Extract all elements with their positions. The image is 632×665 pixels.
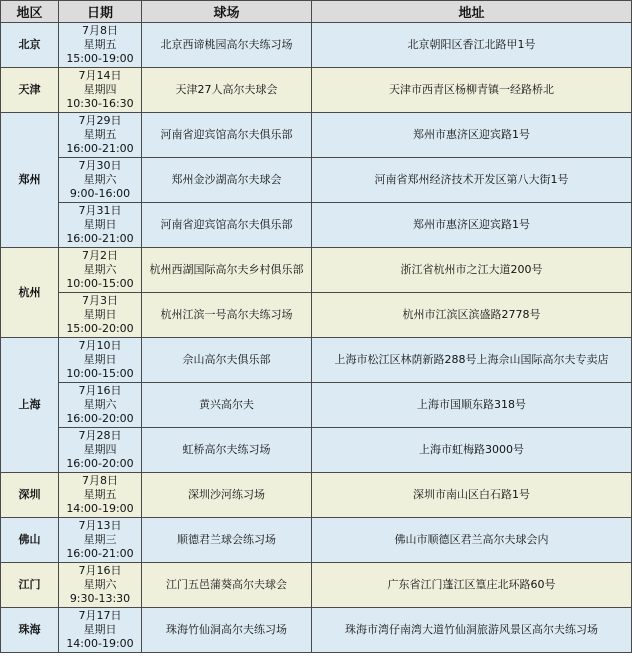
region-cell: 杭州 (1, 248, 59, 338)
header-date: 日期 (59, 1, 142, 23)
weekday-text: 星期六 (83, 263, 117, 276)
time-text: 9:00-16:00 (69, 187, 131, 200)
date-text: 7月2日 (82, 249, 118, 262)
table-row (1, 23, 632, 68)
table-row (1, 68, 632, 113)
venue-cell: 河南省迎宾馆高尔夫俱乐部 (142, 113, 312, 158)
address-cell: 天津市西青区杨柳青镇一经路桥北 (312, 68, 632, 113)
date-cell (59, 203, 142, 248)
weekday-text: 星期日 (83, 218, 117, 231)
venue-cell: 郑州金沙湖高尔夫球会 (142, 158, 312, 203)
header-region: 地区 (1, 1, 59, 23)
time-text: 9:30-13:30 (69, 592, 131, 605)
date-cell (59, 68, 142, 113)
date-cell (59, 158, 142, 203)
address-cell: 北京朝阳区香江北路甲1号 (312, 23, 632, 68)
venue-cell: 黄兴高尔夫 (142, 383, 312, 428)
date-cell (59, 113, 142, 158)
venue-cell: 河南省迎宾馆高尔夫俱乐部 (142, 203, 312, 248)
table-row (1, 293, 632, 338)
date-text: 7月29日 (78, 114, 122, 127)
table-row (1, 563, 632, 608)
region-cell: 郑州 (1, 113, 59, 248)
region-cell: 江门 (1, 563, 59, 608)
date-cell (59, 383, 142, 428)
date-cell (59, 338, 142, 383)
date-text: 7月10日 (78, 339, 122, 352)
time-text: 14:00-19:00 (66, 637, 134, 650)
region-cell: 珠海 (1, 608, 59, 653)
address-cell: 珠海市湾仔南湾大道竹仙洞旅游风景区高尔夫练习场 (312, 608, 632, 653)
time-text: 16:00-21:00 (66, 547, 134, 560)
venue-cell: 珠海竹仙洞高尔夫练习场 (142, 608, 312, 653)
weekday-text: 星期五 (83, 128, 117, 141)
date-text: 7月13日 (78, 519, 122, 532)
weekday-text: 星期五 (83, 38, 117, 51)
time-text: 16:00-20:00 (66, 412, 134, 425)
weekday-text: 星期三 (83, 533, 117, 546)
time-text: 15:00-20:00 (66, 322, 134, 335)
address-cell: 浙江省杭州市之江大道200号 (312, 248, 632, 293)
table-row (1, 158, 632, 203)
region-cell: 深圳 (1, 473, 59, 518)
date-cell (59, 473, 142, 518)
date-cell (59, 428, 142, 473)
time-text: 16:00-20:00 (66, 457, 134, 470)
venue-cell: 虹桥高尔夫练习场 (142, 428, 312, 473)
region-cell: 北京 (1, 23, 59, 68)
table-row (1, 203, 632, 248)
region-cell: 上海 (1, 338, 59, 473)
table-row (1, 473, 632, 518)
date-text: 7月8日 (82, 24, 118, 37)
address-cell: 河南省郑州经济技术开发区第八大街1号 (312, 158, 632, 203)
table-row (1, 383, 632, 428)
time-text: 15:00-19:00 (66, 52, 134, 65)
weekday-text: 星期六 (83, 398, 117, 411)
weekday-text: 星期四 (83, 83, 117, 96)
date-text: 7月28日 (78, 429, 122, 442)
date-cell (59, 293, 142, 338)
table-row (1, 248, 632, 293)
date-cell (59, 23, 142, 68)
table-row (1, 518, 632, 563)
venue-cell: 深圳沙河练习场 (142, 473, 312, 518)
time-text: 10:00-15:00 (66, 277, 134, 290)
table-row (1, 608, 632, 653)
address-cell: 杭州市江滨区滨盛路2778号 (312, 293, 632, 338)
schedule-body (1, 23, 632, 653)
date-text: 7月16日 (78, 384, 122, 397)
weekday-text: 星期日 (83, 308, 117, 321)
venue-cell: 顺德君兰球会练习场 (142, 518, 312, 563)
time-text: 16:00-21:00 (66, 142, 134, 155)
header-address: 地址 (312, 1, 632, 23)
date-text: 7月8日 (82, 474, 118, 487)
table-row (1, 113, 632, 158)
venue-cell: 杭州江滨一号高尔夫练习场 (142, 293, 312, 338)
address-cell: 上海市国顺东路318号 (312, 383, 632, 428)
address-cell: 上海市松江区林荫新路288号上海佘山国际高尔夫专卖店 (312, 338, 632, 383)
address-cell: 广东省江门蓬江区篁庄北环路60号 (312, 563, 632, 608)
weekday-text: 星期六 (83, 173, 117, 186)
address-cell: 佛山市顺德区君兰高尔夫球会内 (312, 518, 632, 563)
venue-cell: 杭州西湖国际高尔夫乡村俱乐部 (142, 248, 312, 293)
table-row (1, 338, 632, 383)
date-text: 7月16日 (78, 564, 122, 577)
weekday-text: 星期六 (83, 578, 117, 591)
address-cell: 郑州市惠济区迎宾路1号 (312, 113, 632, 158)
region-cell: 佛山 (1, 518, 59, 563)
date-text: 7月14日 (78, 69, 122, 82)
date-text: 7月30日 (78, 159, 122, 172)
address-cell: 深圳市南山区白石路1号 (312, 473, 632, 518)
weekday-text: 星期日 (83, 353, 117, 366)
weekday-text: 星期日 (83, 623, 117, 636)
venue-cell: 北京西谛桃园高尔夫练习场 (142, 23, 312, 68)
date-cell (59, 248, 142, 293)
region-cell: 天津 (1, 68, 59, 113)
venue-cell: 江门五邑蒲葵高尔夫球会 (142, 563, 312, 608)
date-text: 7月17日 (78, 609, 122, 622)
venue-cell: 佘山高尔夫俱乐部 (142, 338, 312, 383)
time-text: 10:00-15:00 (66, 367, 134, 380)
date-text: 7月3日 (82, 294, 118, 307)
weekday-text: 星期四 (83, 443, 117, 456)
address-cell: 郑州市惠济区迎宾路1号 (312, 203, 632, 248)
time-text: 16:00-21:00 (66, 232, 134, 245)
table-row (1, 428, 632, 473)
header-row (1, 1, 632, 23)
date-text: 7月31日 (78, 204, 122, 217)
time-text: 10:30-16:30 (66, 97, 134, 110)
header-venue: 球场 (142, 1, 312, 23)
venue-cell: 天津27人高尔夫球会 (142, 68, 312, 113)
address-cell: 上海市虹梅路3000号 (312, 428, 632, 473)
weekday-text: 星期五 (83, 488, 117, 501)
date-cell (59, 563, 142, 608)
time-text: 14:00-19:00 (66, 502, 134, 515)
date-cell (59, 518, 142, 563)
date-cell (59, 608, 142, 653)
